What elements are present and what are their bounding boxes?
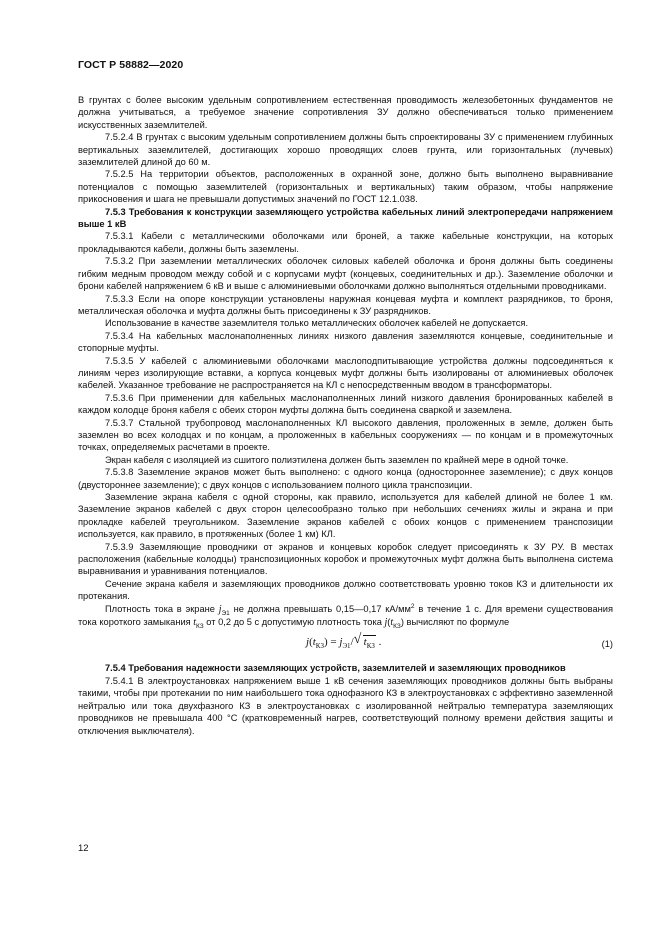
paragraph: Использование в качестве заземлителя только металлических оболочек кабелей не допускается. — [105, 318, 529, 329]
paragraph: Сечение экрана кабеля и заземляющих проводников должно соответствовать уровню токов КЗ и длительности их протекания. — [78, 578, 613, 602]
document-body — [78, 94, 613, 737]
paragraph: 7.5.3.8 Заземление экранов может быть выполнено: с одного конца (одностороннее заземление); с двух концов (двустороннее заземление); с двух концов с использованием полного цикла транспозиции. — [78, 467, 613, 490]
paragraph: 7.5.3.5 У кабелей с алюминиевыми оболочками маслоподпитывающие устройства должны подсоединяться к линиям через изолирующие вставки, а корпуса концевых муфт должны быть изолированы от алюминиевых оболочек кабелей. Указанное требование не распространяется на КЛ с непосредственным вводом в трансформаторы. — [78, 355, 613, 391]
formula-block — [78, 632, 613, 658]
paragraph: 7.5.3.9 Заземляющие проводники от экранов и концевых коробок следует присоединять к ЗУ РУ. В местах расположения (кабельные колодцы) транспозиционных коробок и промежуточных муфт должна быть выполнена система выравнивания и уравнивания потенциалов. — [78, 541, 613, 577]
paragraph: 7.5.4.1 В электроустановках напряжением выше 1 кВ сечения заземляющих проводников должны быть выбраны такими, чтобы при протекании по ним наибольшего тока однофазного КЗ в электроустановках с эффективно заземленной нейтралью или тока двухфазного КЗ в электроустановках с изолированной нейтралью температура заземляющих проводников не превышала 400 °С (кратковременный нагрев, соответствующий полному времени действия защиты и отключения выключателя). — [78, 675, 613, 736]
section-heading: 7.5.3 Требования к конструкции заземляющего устройства кабельных линий электропередачи напряжением выше 1 кВ — [78, 206, 613, 230]
paragraph: 7.5.3.7 Стальной трубопровод маслонаполненных КЛ высокого давления, проложенных в земле, должен быть заземлен во всех колодцах и по концам, а проложенных в кабельных сооружениях — по концам и в промежуточных точках, определяемых расчетами в проекте. — [78, 417, 613, 453]
paragraph: Заземление экрана кабеля с одной стороны, как правило, используется для кабелей длиной не более 1 км. Заземление экранов кабелей с двух сторон целесообразно только при небольших сечениях жилы и экрана и при прокладке кабелей треугольником. Заземление экранов кабелей с обоих концов с применением транспозиции используется, как правило, в протяженных (более 1 км) КЛ. — [78, 492, 613, 540]
paragraph: 7.5.2.4 В грунтах с высоким удельным сопротивлением должны быть спроектированы ЗУ с применением глубинных вертикальных заземлителей, достигающих хорошо проводящих слоев грунта, или горизонтальных (лучевых) заземлителей длиной до 60 м. — [78, 132, 613, 168]
section-heading: 7.5.4 Требования надежности заземляющих устройств, заземлителей и заземляющих проводников — [105, 663, 566, 674]
document-header: ГОСТ Р 58882—2020 — [78, 59, 184, 71]
square-root: √ $t_{КЗ}$ — [353, 632, 375, 651]
paragraph: В грунтах с более высоким удельным сопротивлением естественная проводимость железобетонных фундаментов не должна учитываться, а требуемое значение сопротивления ЗУ должно обеспечиваться только применением искусственных заземлителей. — [78, 95, 613, 130]
formula-number: (1) — [601, 639, 613, 650]
paragraph: 7.5.3.6 При применении для кабельных маслонаполненных линий низкого давления бронированных кабелей в каждом колодце броня кабеля с обеих сторон муфты должна быть соединена сваркой и заземлена. — [78, 392, 613, 416]
page-number: 12 — [78, 843, 89, 854]
formula: $j(t_{КЗ}) = j_{Э1}/$ √ $t_{КЗ}$ . — [306, 636, 381, 653]
paragraph: 7.5.3.2 При заземлении металлических оболочек силовых кабелей оболочка и броня должны быть соединены гибким медным проводом между собой и с корпусами муфт (концевых, соединительных и др.). Заземление оболочки и брони кабелей напряжением 6 кВ и выше с алюминиевыми оболочками должно выполняться отдельными проводниками. — [78, 256, 613, 292]
paragraph: 7.5.3.4 На кабельных маслонаполненных линиях низкого давления заземляются концевые, соединительные и стопорные муфты. — [78, 330, 613, 354]
paragraph: Экран кабеля с изоляцией из сшитого полиэтилена должен быть заземлен по крайней мере в одной точке. — [105, 454, 569, 465]
paragraph-current-density: Плотность тока в экране $j_{Э1}$ не должна превышать 0,15—0,17 $кА/мм^2$ в течение 1 с. Для времени существования тока короткого замыкания $t_{КЗ}$ от 0,2 до 5 с допустимую плотность тока $j(t_{КЗ})$ вычисляют по формуле — [78, 602, 613, 630]
paragraph: 7.5.3.3 Если на опоре конструкции установлены наружная концевая муфта и комплект разрядников, то броня, металлическая оболочка и муфта должны быть присоединены к ЗУ разрядников. — [78, 293, 613, 316]
paragraph: 7.5.3.1 Кабели с металлическими оболочками или броней, а также кабельные конструкции, на которых прокладываются кабели, должны быть заземлены. — [78, 231, 613, 254]
paragraph: 7.5.2.5 На территории объектов, расположенных в охранной зоне, должно быть выполнено выравнивание потенциалов с помощью заземлителей (горизонтальных и вертикальных) таким образом, чтобы напряжение прикосновения и шага не превышали допустимых значений по ГОСТ 12.1.038. — [78, 169, 613, 205]
